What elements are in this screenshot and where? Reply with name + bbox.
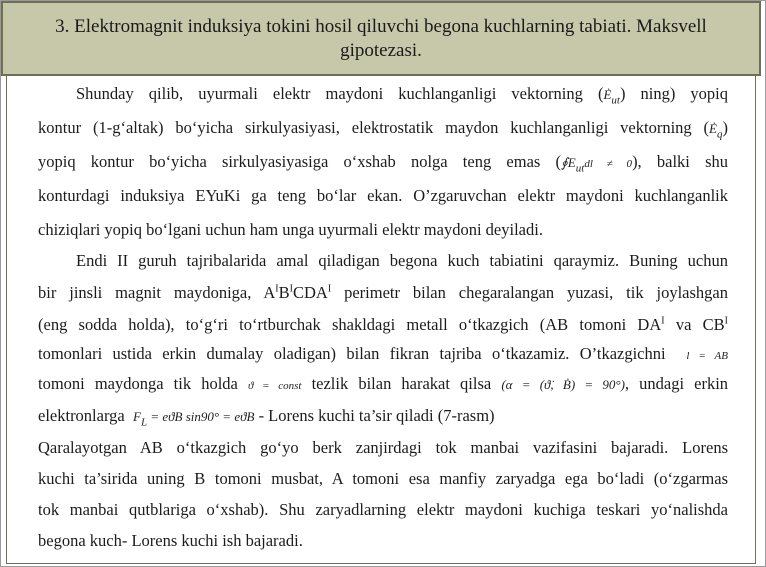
paragraph-line: konturdagi induksiya EYuKi ga teng bo‘lar ekan. O’zgaruvchan elektr maydoni kuchlanganlik (38, 186, 728, 205)
paragraph-line: begona kuch- Lorens kuchi ish bajaradi. (38, 531, 303, 550)
formula: ϑ = const (247, 380, 302, 392)
paragraph-line: bir jinsli magnit maydoniga, $A^IB^ICDA^I$ perimetr bilan chegaralangan yuzasi, tik joylashgan (38, 283, 728, 302)
formula: (α = (ϑ̇, Ḃ) = 90°) (501, 377, 625, 392)
formula: Ė (709, 121, 717, 136)
title-line-2: gipotezasi. (340, 40, 422, 61)
paragraph-line: tomonlari ustida erkin dumalay oladigan) bilan fikran tajriba o‘tkazamiz. O’tkazgichni l = AB (38, 344, 728, 363)
paragraph-line: chiziqlari yopiq bo‘lgani uchun ham unga uyurmali elektr maydoni deyiladi. (38, 220, 543, 239)
title-line-1: 3. Elektromagnit induksiya tokini hosil qiluvchi begona kuchlarning tabiati. Maksvell (55, 16, 707, 37)
paragraph-line: yopiq kontur bo‘yicha sirkulyasiyasiga o‘xshab nolga teng emas $(∮E_{ut}dl \ne 0)$, balki shu (38, 152, 728, 175)
paragraph-line: Shunday qilib, uyurmali elektr maydoni kuchlanganligi vektorning $(Ė_{ut})$ ning) yopiq (76, 84, 728, 107)
formula: ∮E (561, 155, 576, 170)
paragraph-line: tomoni maydonga tik holda ϑ = const tezlik bilan harakat qilsa (α = (ϑ̇, Ḃ) = 90°), undagi erkin (38, 374, 729, 393)
paragraph-line: (eng sodda holda), to‘g‘ri to‘rtburchak shakldagi metall o‘tkazgich (AB tomoni $DA^I$ va $CB^I$ (38, 315, 728, 334)
slide-title (1, 1, 761, 76)
paragraph-line: Qaralayotgan AB o‘tkazgich go‘yo berk zanjirdagi tok manbai vazifasini bajaradi. Lorens (38, 438, 728, 457)
paragraph-line: Endi II guruh tajribalarida amal qiladigan begona kuch tabiatini qaraymiz. Buning uchun (76, 251, 728, 270)
formula: l = AB (686, 350, 728, 362)
formula: F (133, 409, 141, 424)
slide-body (6, 76, 756, 564)
paragraph-line: elektronlarga $F_L = eϑB$ sin90° = eϑB - Lorens kuchi ta’sir qiladi (7-rasm) (38, 406, 495, 429)
paragraph-line: kuchi ta’sirida uning B tomoni musbat, A tomoni esa manfiy zaryadga ega bo‘ladi (o‘zgarmas (38, 469, 728, 488)
paragraph-line: tok manbai qutblariga o‘xshab). Shu zaryadlarning elektr maydoni kuchiga teskari yo‘nalishda (38, 500, 728, 519)
formula: Ė (603, 87, 612, 102)
paragraph-line: kontur (1-g‘altak) bo‘yicha sirkulyasiyasi, elektrostatik maydon kuchlanganligi vektorning $(Ė_q)$ (38, 118, 728, 141)
